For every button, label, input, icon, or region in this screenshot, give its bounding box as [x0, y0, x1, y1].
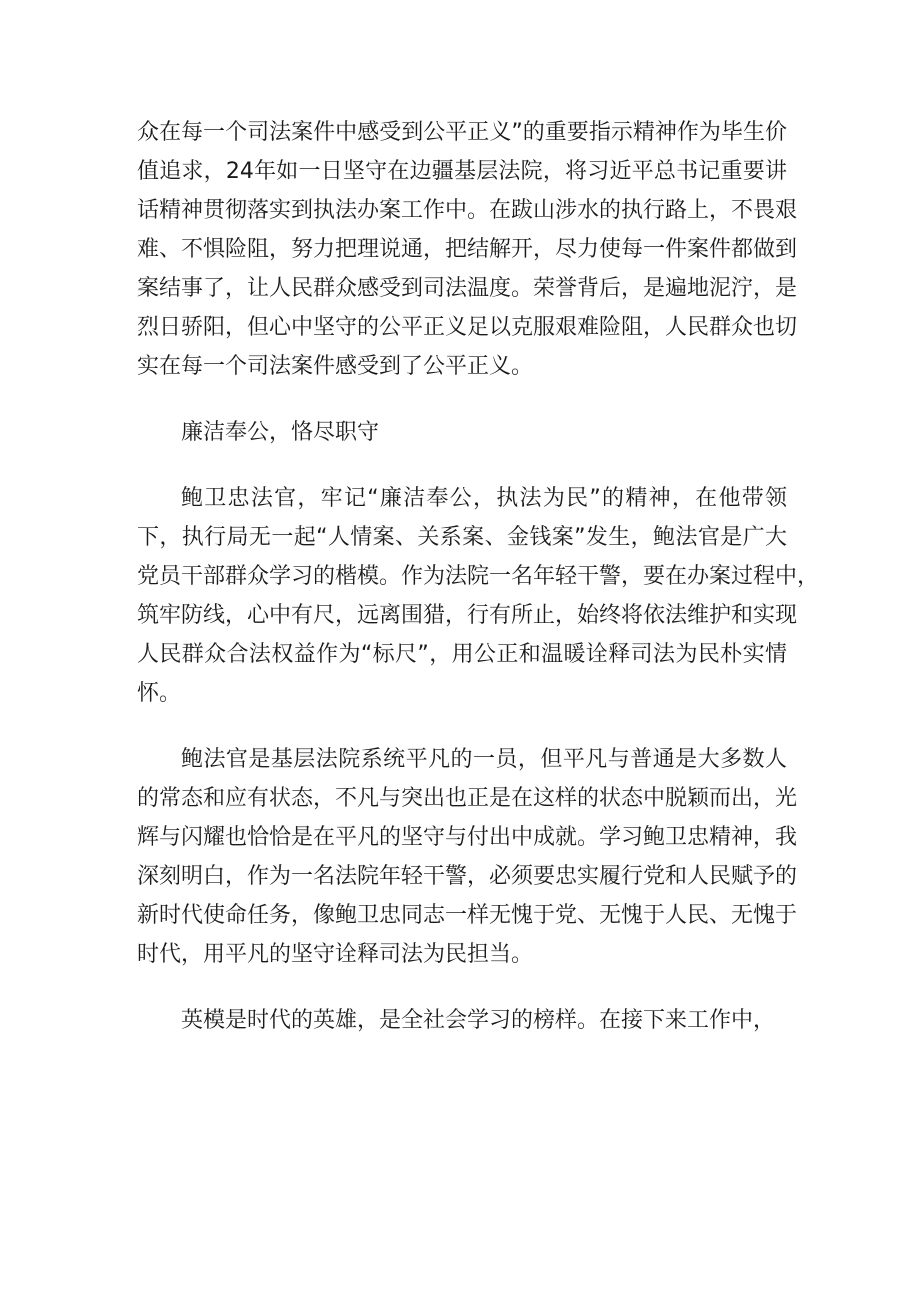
text-line: 怀。: [137, 681, 182, 706]
text-line: 英模是时代的英雄，是全社会学习的榜样。在接下来工作中，: [181, 1008, 776, 1033]
text-line: 党员干部群众学习的楷模。作为法院一名年轻干警，要在办案过程中，: [137, 564, 820, 589]
text-line: 案结事了，让人民群众感受到司法温度。荣誉背后，是遍地泥泞，是: [137, 276, 798, 301]
text-line: 深刻明白，作为一名法院年轻干警，必须要忠实履行党和人民赋予的: [137, 864, 798, 889]
text-line: 实在每一个司法案件感受到了公平正义。: [137, 354, 534, 379]
text-line: 话精神贯彻落实到执法办案工作中。在跋山涉水的执行路上，不畏艰: [137, 198, 798, 223]
text-line: 值追求，24年如一日坚守在边疆基层法院，将习近平总书记重要讲: [137, 159, 787, 184]
text-line: 鲍法官是基层法院系统平凡的一员，但平凡与普通是大多数人: [181, 747, 787, 772]
text-line: 下，执行局无一起“人情案、关系案、金钱案”发生，鲍法官是广大: [137, 525, 787, 550]
text-line: 难、不惧险阻，努力把理说通，把结解开，尽力使每一件案件都做到: [137, 237, 798, 262]
text-line: 众在每一个司法案件中感受到公平正义”的重要指示精神作为毕生价: [137, 120, 787, 145]
text-line: 筑牢防线，心中有尺，远离围猎，行有所止，始终将依法维护和实现: [137, 603, 798, 628]
text-line: 烈日骄阳，但心中坚守的公平正义足以克服艰难险阻，人民群众也切: [137, 315, 798, 340]
text-line: 时代，用平凡的坚守诠释司法为民担当。: [137, 942, 534, 967]
text-line: 人民群众合法权益作为“标尺”，用公正和温暖诠释司法为民朴实情: [137, 642, 787, 667]
text-line: 鲍卫忠法官，牢记“廉洁奉公，执法为民”的精神，在他带领: [181, 486, 787, 511]
section-heading: 廉洁奉公，恪尽职守: [181, 420, 380, 445]
text-line: 新时代使命任务，像鲍卫忠同志一样无愧于党、无愧于人民、无愧于: [137, 903, 798, 928]
text-line: 辉与闪耀也恰恰是在平凡的坚守与付出中成就。学习鲍卫忠精神，我: [137, 825, 798, 850]
text-line: 的常态和应有状态，不凡与突出也正是在这样的状态中脱颖而出，光: [137, 786, 798, 811]
